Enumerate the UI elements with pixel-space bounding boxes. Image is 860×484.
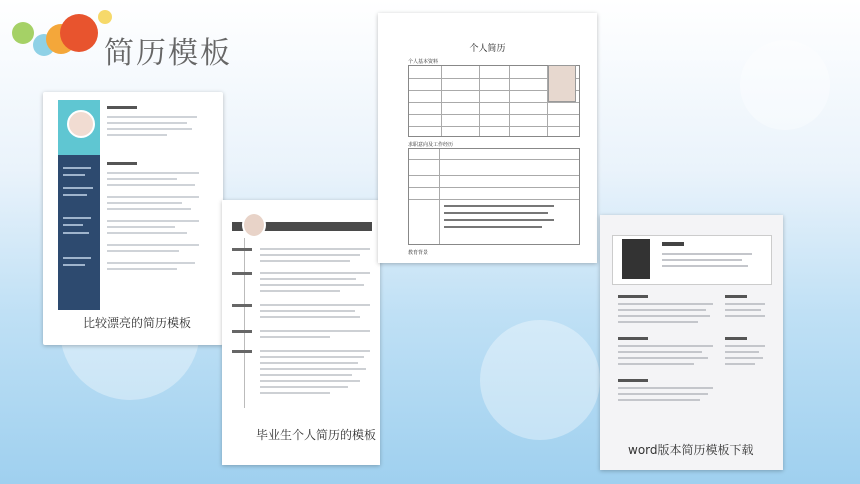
watermark-circle — [740, 40, 830, 130]
section-heading: 求职意向及工作经历 — [408, 142, 454, 148]
text-line — [107, 128, 192, 130]
text-line — [725, 345, 765, 347]
text-line — [260, 368, 366, 370]
text-line — [618, 351, 702, 353]
text-line — [260, 330, 370, 332]
text-line — [618, 387, 713, 389]
text-line — [444, 226, 542, 228]
decor-dot — [98, 10, 112, 24]
photo — [548, 65, 576, 102]
text-line — [260, 254, 360, 256]
text-line — [618, 303, 713, 305]
text-line — [107, 134, 167, 136]
section-heading — [232, 330, 252, 333]
text-line — [107, 232, 187, 234]
text-line — [725, 351, 759, 353]
table-rule — [509, 66, 510, 136]
section-heading — [618, 295, 648, 298]
section-heading — [232, 304, 252, 307]
text-line — [260, 336, 330, 338]
text-line — [260, 278, 356, 280]
text-line — [107, 244, 199, 246]
table-rule — [479, 66, 480, 136]
text-line — [260, 310, 355, 312]
text-line — [725, 309, 761, 311]
table-rule — [409, 114, 579, 115]
text-line — [725, 303, 765, 305]
slide-title: 简历模板 — [104, 36, 232, 71]
section-heading — [725, 337, 747, 340]
text-line — [618, 393, 708, 395]
text-line — [63, 187, 93, 189]
table-rule — [409, 159, 579, 160]
template-caption: 毕业生个人简历的模板 — [256, 428, 377, 442]
text-line — [107, 226, 175, 228]
photo — [622, 239, 650, 279]
section-heading — [232, 248, 252, 251]
template-caption: word版本简历模板下载 — [628, 443, 754, 457]
text-line — [107, 196, 199, 198]
text-line — [260, 362, 358, 364]
text-line — [662, 265, 748, 267]
text-line — [260, 392, 330, 394]
text-line — [107, 172, 199, 174]
text-line — [260, 284, 364, 286]
text-line — [662, 259, 742, 261]
table-rule — [441, 66, 442, 136]
section-heading — [618, 337, 648, 340]
text-line — [107, 116, 197, 118]
resume-template-card-3[interactable] — [378, 13, 597, 263]
section-heading — [725, 295, 747, 298]
text-line — [725, 363, 755, 365]
table-rule — [409, 126, 579, 127]
text-line — [618, 357, 708, 359]
text-line — [618, 345, 713, 347]
name-line — [662, 242, 684, 246]
text-line — [618, 315, 710, 317]
text-line — [260, 374, 352, 376]
resume-template-card-1[interactable] — [43, 92, 223, 345]
text-line — [444, 212, 548, 214]
text-line — [107, 122, 187, 124]
text-line — [444, 205, 554, 207]
text-line — [107, 250, 179, 252]
text-line — [63, 264, 85, 266]
text-line — [260, 290, 340, 292]
text-line — [63, 174, 85, 176]
doc-title: 个人简历 — [469, 44, 506, 54]
section-heading: 个人基本资料 — [408, 59, 439, 65]
text-line — [618, 399, 700, 401]
timeline-line — [244, 238, 245, 408]
text-line — [725, 357, 763, 359]
avatar — [67, 110, 95, 138]
text-line — [260, 350, 370, 352]
text-line — [63, 257, 91, 259]
text-line — [107, 208, 191, 210]
text-line — [63, 194, 87, 196]
decor-dot — [12, 22, 34, 44]
table-rule — [439, 149, 440, 244]
text-line — [107, 202, 182, 204]
text-line — [63, 217, 91, 219]
text-line — [662, 253, 752, 255]
section-heading: 教育背景 — [408, 250, 429, 256]
section-heading — [107, 162, 137, 165]
text-line — [63, 224, 83, 226]
section-heading — [107, 106, 137, 109]
text-line — [260, 248, 370, 250]
section-heading — [232, 272, 252, 275]
text-line — [618, 321, 698, 323]
text-line — [618, 363, 694, 365]
text-line — [107, 220, 199, 222]
text-line — [260, 386, 348, 388]
text-line — [260, 380, 360, 382]
experience-table — [408, 148, 580, 245]
text-line — [260, 316, 360, 318]
text-line — [618, 309, 706, 311]
table-rule — [409, 187, 579, 188]
text-line — [107, 184, 195, 186]
table-rule — [409, 102, 579, 103]
template-caption: 比较漂亮的简历模板 — [83, 316, 192, 330]
table-rule — [409, 175, 579, 176]
text-line — [444, 219, 554, 221]
text-line — [63, 232, 89, 234]
table-rule — [409, 199, 579, 200]
resume-template-card-4[interactable] — [600, 215, 783, 470]
section-heading — [618, 379, 648, 382]
text-line — [63, 167, 91, 169]
avatar — [242, 212, 266, 238]
text-line — [107, 178, 177, 180]
watermark-circle — [480, 320, 600, 440]
text-line — [107, 268, 177, 270]
text-line — [260, 260, 350, 262]
text-line — [260, 272, 370, 274]
text-line — [260, 356, 364, 358]
text-line — [260, 304, 370, 306]
resume-template-card-2[interactable] — [222, 200, 380, 465]
text-line — [107, 262, 195, 264]
section-heading — [232, 350, 252, 353]
text-line — [725, 315, 765, 317]
decor-dot — [60, 14, 98, 52]
